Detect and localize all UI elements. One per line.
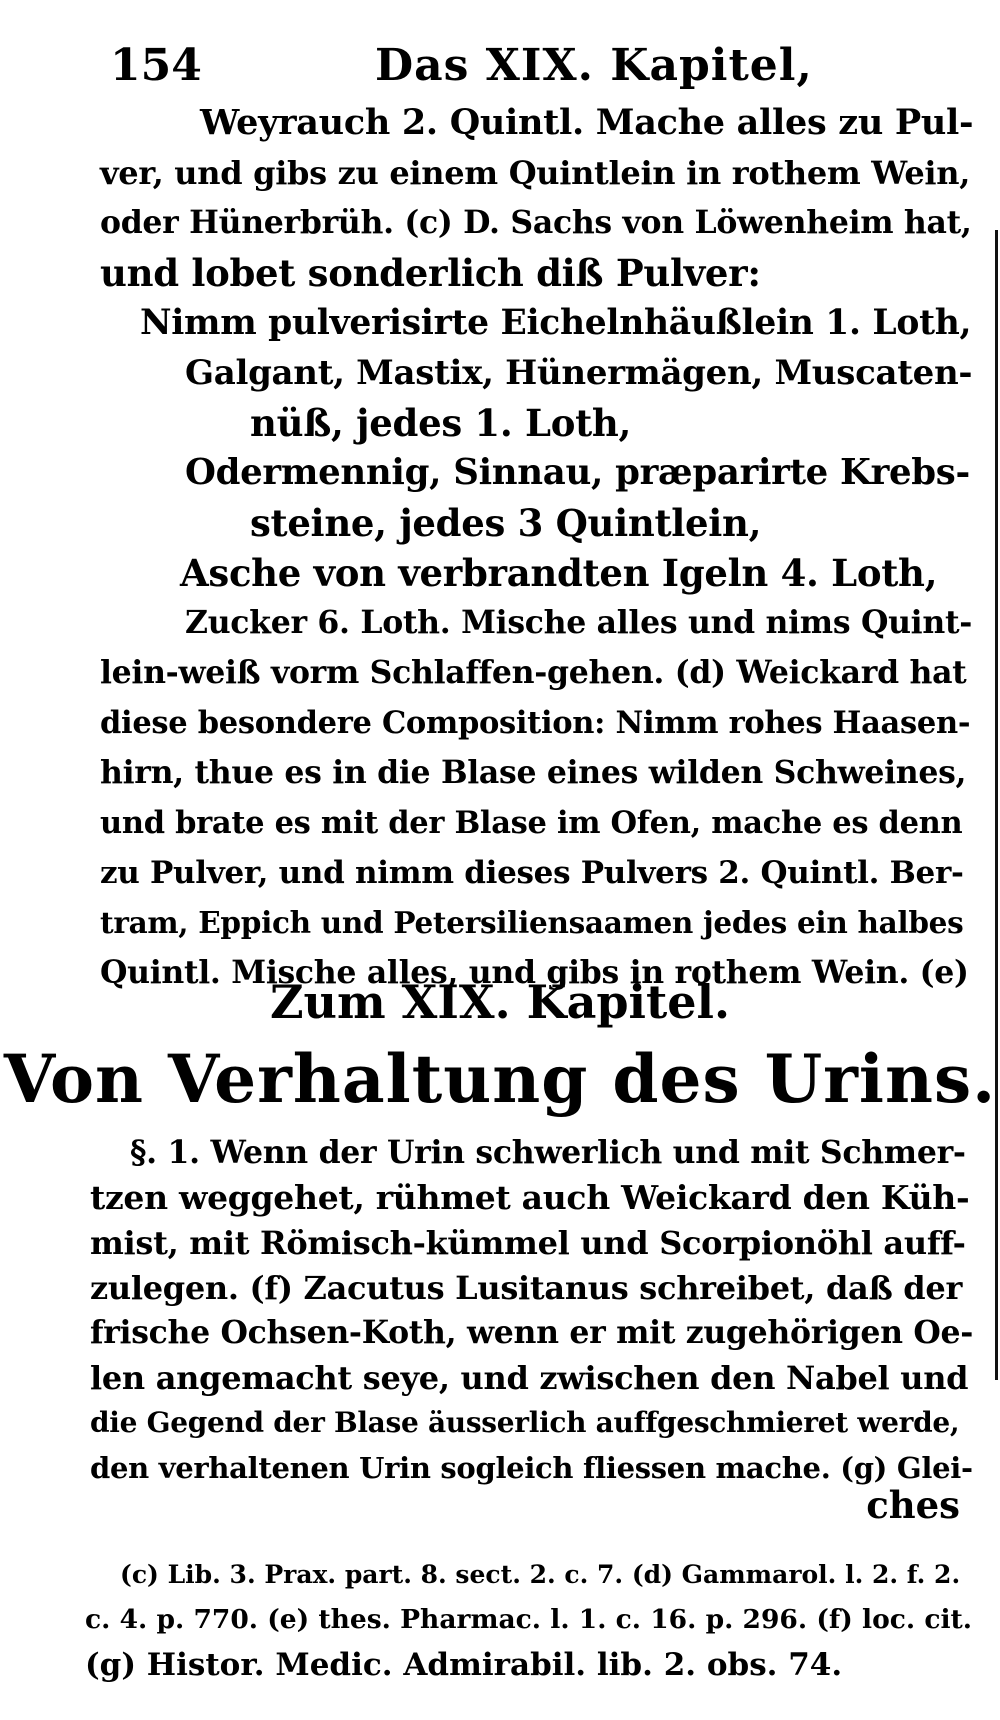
recipe-line: steine, jedes 3 Quintlein, xyxy=(250,501,762,545)
section-line: §. 1. Wenn der Urin schwerlich und mit Schmer- xyxy=(130,1134,966,1171)
catchword: ches xyxy=(866,1483,960,1527)
footnote-line: (g) Histor. Medic. Admirabil. lib. 2. obs. 74. xyxy=(85,1647,843,1683)
footnote-line: (c) Lib. 3. Prax. part. 8. sect. 2. c. 7. (d) Gammarol. l. 2. f. 2. xyxy=(120,1560,961,1589)
body-line: tram, Eppich und Petersiliensaamen jedes ein halbes xyxy=(100,905,964,940)
body-line: oder Hünerbrüh. (c) D. Sachs von Löwenheim hat, xyxy=(100,204,972,241)
section-line: den verhaltenen Urin sogleich fliessen mache. (g) Glei- xyxy=(90,1451,973,1485)
section-line: zulegen. (f) Zacutus Lusitanus schreibet, daß der xyxy=(90,1269,963,1307)
section-line: len angemacht seye, und zwischen den Nabel und xyxy=(90,1359,969,1397)
page-edge-rule xyxy=(995,230,998,1380)
body-line: und brate es mit der Blase im Ofen, mache es denn xyxy=(100,805,963,841)
running-head xyxy=(110,40,960,100)
section-title: Von Verhaltung des Urins. xyxy=(3,1040,997,1118)
body-line: Zucker 6. Loth. Mische alles und nims Quint- xyxy=(185,604,972,641)
recipe-line: Asche von verbrandten Igeln 4. Loth, xyxy=(180,551,938,595)
section-subheading: Zum XIX. Kapitel. xyxy=(269,975,731,1029)
section-line: mist, mit Römisch-kümmel und Scorpionöhl auff- xyxy=(90,1224,966,1262)
section-line: die Gegend der Blase äusserlich auffgeschmieret werde, xyxy=(90,1406,960,1439)
section-line: frische Ochsen-Koth, wenn er mit zugehörigen Oe- xyxy=(90,1314,974,1351)
chapter-heading: Das XIX. Kapitel, xyxy=(375,40,813,91)
body-line: Weyrauch 2. Quintl. Mache alles zu Pul- xyxy=(200,102,974,143)
section-line: tzen weggehet, rühmet auch Weickard den Küh- xyxy=(90,1178,970,1217)
body-line: Quintl. Mische alles, und gibs in rothem Wein. (e) xyxy=(100,954,969,991)
body-line: ver, und gibs zu einem Quintlein in rothem Wein, xyxy=(100,154,971,192)
body-line: lein-weiß vorm Schlaffen-gehen. (d) Weickard hat xyxy=(100,654,967,691)
recipe-line: Galgant, Mastix, Hünermägen, Muscaten- xyxy=(185,353,973,393)
body-line: diese besondere Composition: Nimm rohes Haasen- xyxy=(100,705,971,741)
recipe-line: nüß, jedes 1. Loth, xyxy=(250,401,632,445)
body-line: und lobet sonderlich diß Pulver: xyxy=(100,251,761,295)
body-line: zu Pulver, und nimm dieses Pulvers 2. Quintl. Ber- xyxy=(100,855,964,891)
footnote-line: c. 4. p. 770. (e) thes. Pharmac. l. 1. c. 16. p. 296. (f) loc. cit. xyxy=(85,1604,973,1635)
recipe-line: Nimm pulverisirte Eichelnhäußlein 1. Loth, xyxy=(140,303,972,343)
page-number: 154 xyxy=(110,40,202,91)
body-line: hirn, thue es in die Blase eines wilden Schweines, xyxy=(100,754,967,791)
recipe-line: Odermennig, Sinnau, præparirte Krebs- xyxy=(185,452,970,493)
